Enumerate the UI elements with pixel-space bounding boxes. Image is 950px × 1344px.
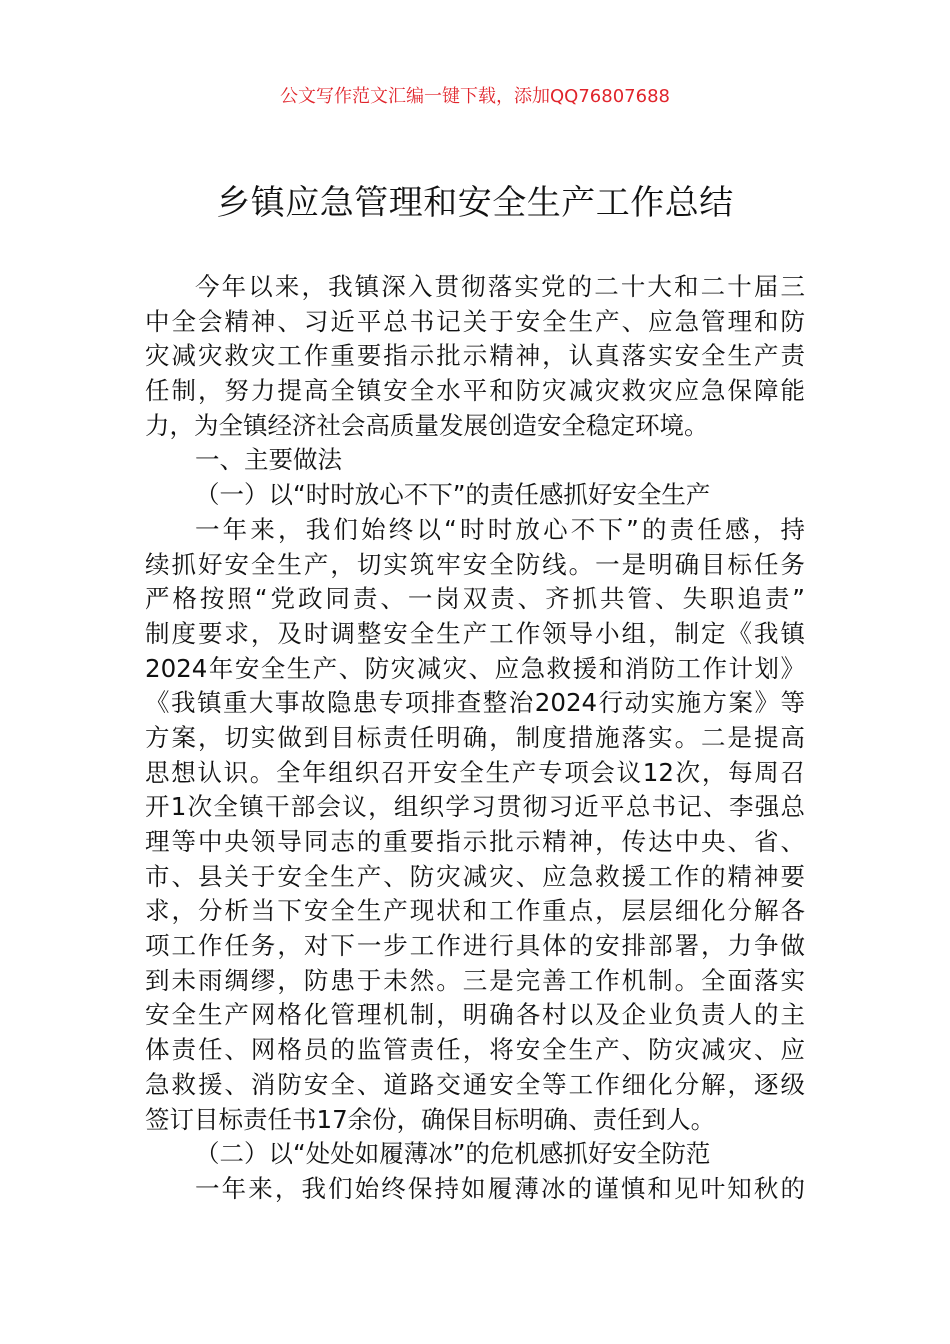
paragraph-line: 到未雨绸缪，防患于未然。三是完善工作机制。全面落实 [145,965,805,995]
paragraph-line: 今年以来，我镇深入贯彻落实党的二十大和二十届三 [195,272,805,301]
paragraph-line: 安全生产网格化管理机制，明确各村以及企业负责人的主 [145,1000,805,1030]
paragraph-line: 体责任、网格员的监管责任，将安全生产、防灾减灾、应 [145,1035,805,1065]
paragraph-line: 续抓好安全生产，切实筑牢安全防线。一是明确目标任务 [145,549,805,579]
paragraph-line: 灾减灾救灾工作重要指示批示精神，认真落实安全生产责 [145,341,805,371]
paragraph-line: 任制，努力提高全镇安全水平和防灾减灾救灾应急保障能 [145,376,805,406]
section-heading: （一）以“时时放心不下”的责任感抓好安全生产 [195,480,711,510]
paragraph-line: 项工作任务，对下一步工作进行具体的安排部署，力争做 [145,931,805,961]
paragraph-line: 市、县关于安全生产、防灾减灾、应急救援工作的精神要 [145,861,805,891]
paragraph-line: 求，分析当下安全生产现状和工作重点，层层细化分解各 [145,896,805,926]
paragraph-line: 签订目标责任书17余份，确保目标明确、责任到人。 [145,1104,716,1134]
paragraph-line: 力，为全镇经济社会高质量发展创造安全稳定环境。 [145,410,709,440]
paragraph-line: 一年来，我们始终保持如履薄冰的谨慎和见叶知秋的 [195,1173,805,1203]
paragraph-line: 一年来，我们始终以“时时放心不下”的责任感，持 [195,514,805,544]
paragraph-line: 严格按照“党政同责、一岗双责、齐抓共管、失职追责” [145,584,805,614]
paragraph-line: 思想认识。全年组织召开安全生产专项会议12次，每周召 [145,757,805,787]
document-title: 乡镇应急管理和安全生产工作总结 [216,183,734,223]
paragraph-line: 开1次全镇干部会议，组织学习贯彻习近平总书记、李强总 [145,792,805,822]
section-heading: 一、主要做法 [195,445,342,475]
paragraph-line: 制度要求，及时调整安全生产工作领导小组，制定《我镇 [145,618,805,648]
paragraph-line: 急救援、消防安全、道路交通安全等工作细化分解，逐级 [145,1069,805,1099]
paragraph-line: 方案，切实做到目标责任明确，制度措施落实。二是提高 [145,722,805,752]
paragraph-line: 中全会精神、习近平总书记关于安全生产、应急管理和防 [145,306,805,336]
paragraph-line: 2024年安全生产、防灾减灾、应急救援和消防工作计划》 [145,653,805,683]
download-banner: 公文写作范文汇编一键下载，添加QQ76807688 [280,86,670,107]
section-heading: （二）以“处处如履薄冰”的危机感抓好安全防范 [195,1139,711,1169]
paragraph-line: 理等中央领导同志的重要指示批示精神，传达中央、省、 [145,827,805,856]
paragraph-line: 《我镇重大事故隐患专项排查整治2024行动实施方案》等 [145,688,805,718]
document-body [145,270,805,1207]
